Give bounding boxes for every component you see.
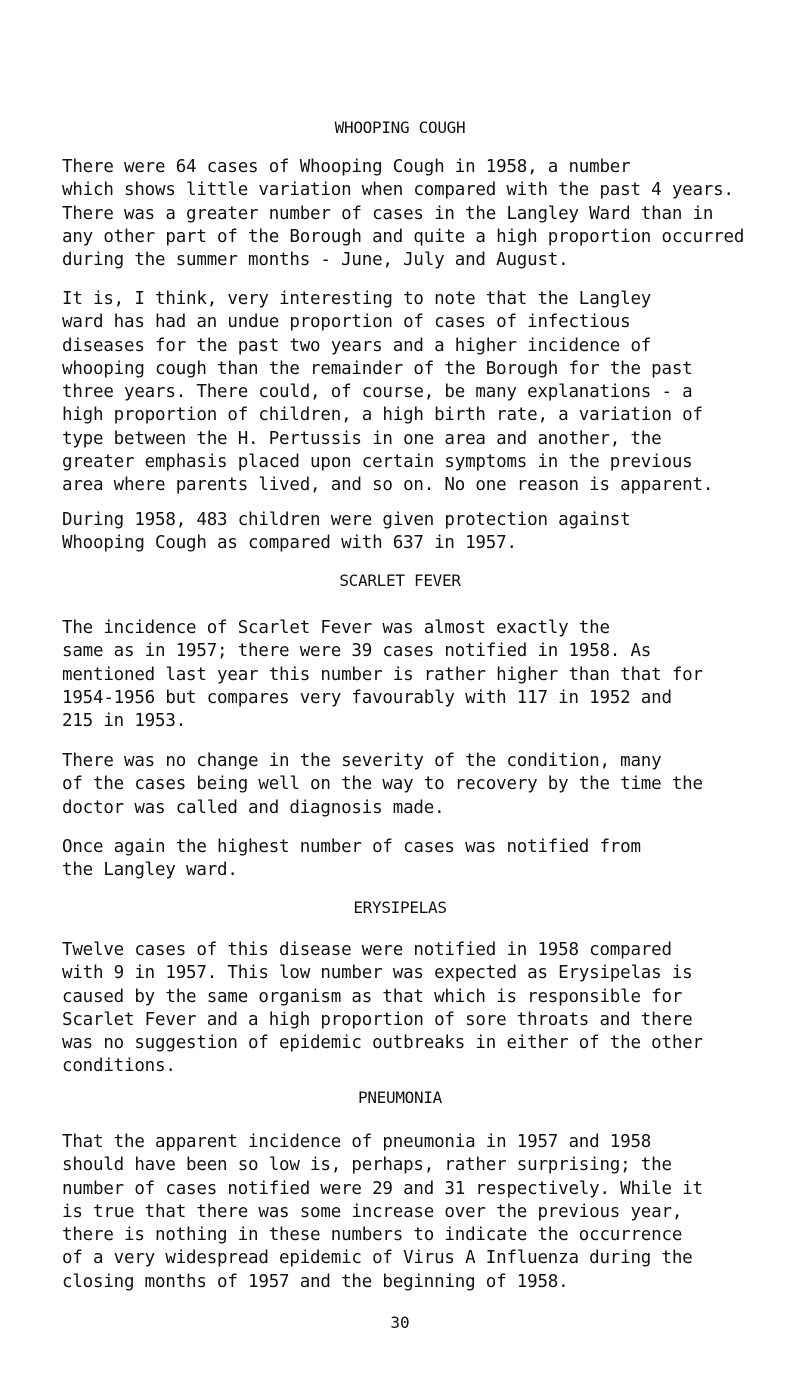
scarlet-fever-paragraph-2: There was no change in the severity of the condition, many of the cases being well on the way to recovery by the time the doctor was called and diagnosis made. bbox=[62, 751, 703, 818]
heading-whooping-cough: WHOOPING COUGH bbox=[334, 118, 466, 137]
heading-pneumonia: PNEUMONIA bbox=[358, 1088, 442, 1107]
whooping-cough-paragraph-2: It is, I think, very interesting to note that the Langley ward has had an undue proportion of cases of infectious diseases for the past two years and a higher incidence of whooping cough than the remainder of the Borough for the past three years. There could, of course, be many explanations - a high proportion of children, a high birth rate, a variation of type between the H. Pertussis in one area and another, the greater emphasis placed upon certain symptoms in the previous area where parents lived, and so on. No one reason is apparent. bbox=[62, 289, 714, 496]
whooping-cough-paragraph-3: During 1958, 483 children were given protection against Whooping Cough as compared with 637 in 1957. bbox=[62, 510, 631, 554]
heading-erysipelas: ERYSIPELAS bbox=[353, 898, 447, 917]
page-number: 30 bbox=[390, 1313, 410, 1332]
scarlet-fever-paragraph-3: Once again the highest number of cases was notified from the Langley ward. bbox=[62, 837, 641, 881]
scarlet-fever-paragraph-1: The incidence of Scarlet Fever was almost exactly the same as in 1957; there were 39 cases notified in 1958. As mentioned last year this number is rather higher than that for 1954-1956 but compares very favourably with 117 in 1952 and 215 in 1953. bbox=[62, 618, 703, 732]
pneumonia-paragraph-1: That the apparent incidence of pneumonia in 1957 and 1958 should have been so low is, perhaps, rather surprising; the number of cases notified were 29 and 31 respectively. While it is true that there was some increase over the previous year, there is nothing in these numbers to indicate the occurrence of a very widespread epidemic of Virus A Influenza during the closing months of 1957 and the beginning of 1958. bbox=[62, 1132, 703, 1292]
erysipelas-paragraph-1: Twelve cases of this disease were notified in 1958 compared with 9 in 1957. This low number was expected as Erysipelas is caused by the same organism as that which is responsible for Scarlet Fever and a high proportion of sore throats and there was no suggestion of epidemic outbreaks in either of the other conditions. bbox=[62, 940, 703, 1077]
heading-scarlet-fever: SCARLET FEVER bbox=[339, 571, 461, 590]
whooping-cough-paragraph-1: There were 64 cases of Whooping Cough in 1958, a number which shows little variation when compared with the past 4 years. There was a greater number of cases in the Langley Ward than in any other part of the Borough and quite a high proportion occurred during the summer months - June, July and August. bbox=[62, 157, 745, 271]
